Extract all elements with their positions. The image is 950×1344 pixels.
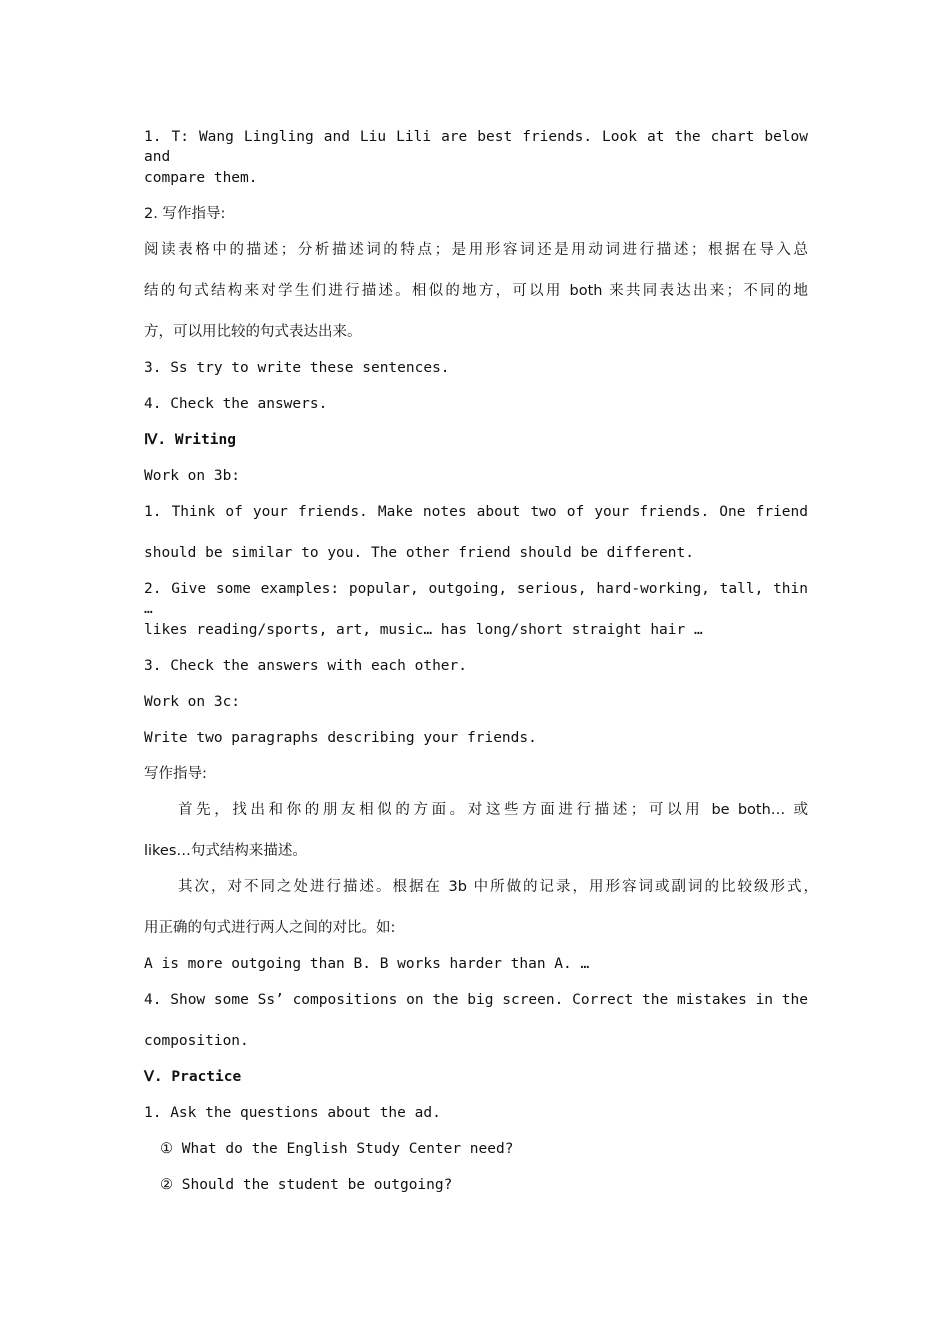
practice-question-2: ② Should the student be outgoing? (160, 1177, 453, 1193)
step-3: 3. Ss try to write these sentences. (144, 360, 450, 376)
work-on-3b-label: Work on 3b: (144, 468, 241, 484)
3b-step-2-continuation: likes reading/sports, art, music… has long/short straight hair … (144, 622, 703, 638)
3c-guidance-second: 其次，对不同之处进行描述。根据在 3b 中所做的记录，用形容词或副词的比较级形式， (178, 879, 818, 895)
section-heading-writing: Ⅳ. Writing (144, 432, 236, 448)
3b-step-1: 1. Think of your friends. Make notes about two of your friends. One friend (144, 504, 808, 520)
step-1-instruction: 1. T: Wang Lingling and Liu Lili are best friends. Look at the chart below and (144, 129, 808, 165)
writing-guidance-line-3: 方，可以用比较的句式表达出来。 (144, 324, 362, 340)
3c-task: Write two paragraphs describing your friends. (144, 730, 537, 746)
practice-step-1: 1. Ask the questions about the ad. (144, 1105, 441, 1121)
section-heading-practice: Ⅴ. Practice (144, 1069, 242, 1085)
step-2-heading: 2. 写作指导: (144, 206, 226, 222)
3c-step-4-continuation: composition. (144, 1033, 249, 1049)
3c-guidance-second-continuation: 用正确的句式进行两人之间的对比。如: (144, 920, 396, 936)
3c-step-4: 4. Show some Ss’ compositions on the big screen. Correct the mistakes in the (144, 992, 808, 1008)
work-on-3c-label: Work on 3c: (144, 694, 241, 710)
3b-step-1-continuation: should be similar to you. The other friend should be different. (144, 545, 694, 561)
step-4: 4. Check the answers. (144, 396, 328, 412)
practice-question-1: ① What do the English Study Center need? (160, 1141, 514, 1157)
writing-guidance-line-1: 阅读表格中的描述；分析描述词的特点；是用形容词还是用动词进行描述；根据在导入总 (144, 242, 808, 258)
3c-guidance-first: 首先，找出和你的朋友相似的方面。对这些方面进行描述；可以用 be both… 或 (178, 802, 808, 818)
3c-guidance-heading: 写作指导: (144, 766, 207, 782)
3b-step-3: 3. Check the answers with each other. (144, 658, 468, 674)
step-1-continuation: compare them. (144, 170, 258, 186)
3c-guidance-first-continuation: likes…句式结构来描述。 (144, 843, 307, 859)
comparison-example: A is more outgoing than B. B works harder than A. … (144, 956, 590, 972)
writing-guidance-line-2: 结的句式结构来对学生们进行描述。相似的地方，可以用 both 来共同表达出来；不同的地 (144, 283, 808, 299)
3b-step-2: 2. Give some examples: popular, outgoing, serious, hard-working, tall, thin … (144, 581, 808, 617)
